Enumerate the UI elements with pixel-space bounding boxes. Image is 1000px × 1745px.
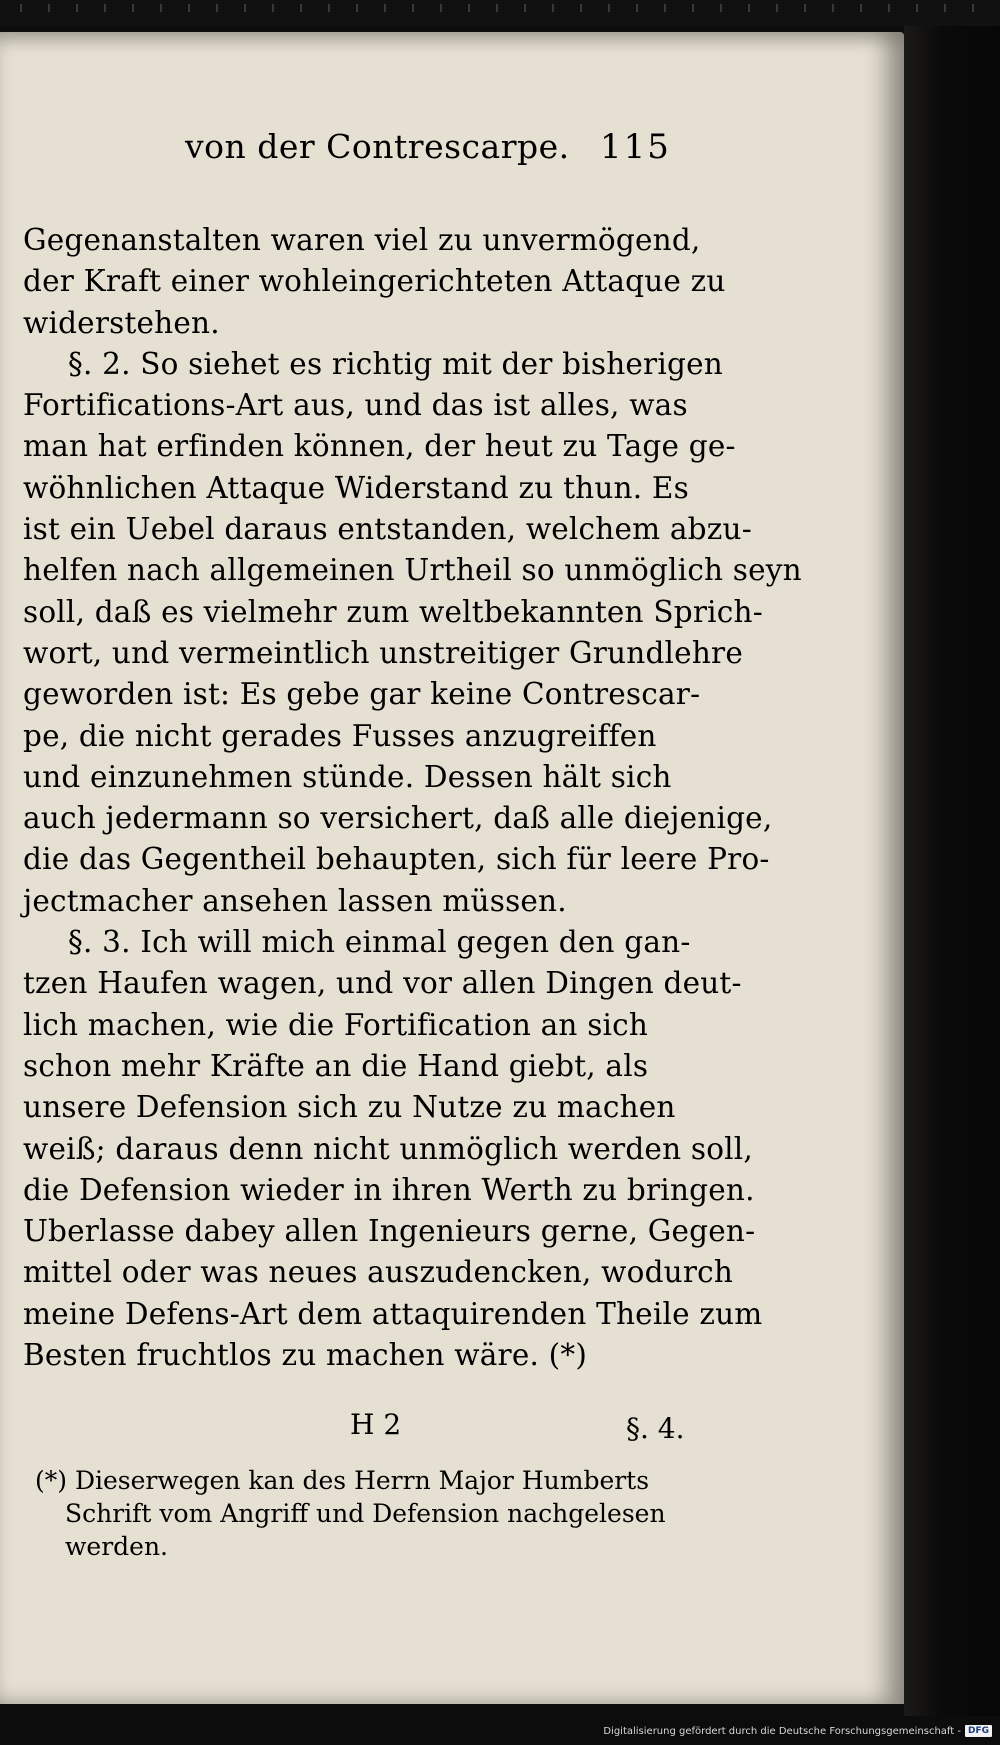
footnote-line: (*) Dieserwegen kan des Herrn Major Humberts (35, 1466, 650, 1495)
ruler-tick (524, 4, 526, 12)
ruler-tick (104, 4, 106, 12)
catchword: §. 4. (626, 1412, 685, 1445)
text-line: auch jedermann so versichert, daß alle diejenige, (23, 801, 773, 836)
ruler-tick (664, 4, 666, 12)
ruler-tick (608, 4, 610, 12)
ruler-tick (944, 4, 946, 12)
text-line: geworden ist: Es gebe gar keine Contrescar- (23, 677, 701, 712)
ruler-tick (20, 4, 22, 12)
scan-ruler (0, 0, 1000, 26)
ruler-tick (76, 4, 78, 12)
text-line: weiß; daraus denn nicht unmöglich werden soll, (23, 1131, 754, 1166)
text-line: lich machen, wie die Fortification an sich (23, 1007, 649, 1042)
ruler-tick (860, 4, 862, 12)
ruler-tick (720, 4, 722, 12)
ruler-tick (216, 4, 218, 12)
text-line: helfen nach allgemeinen Urtheil so unmöglich seyn (23, 553, 802, 588)
footnote-line: werden. (65, 1532, 168, 1561)
body-text (23, 220, 802, 1376)
text-line: Gegenanstalten waren viel zu unvermögend, (23, 223, 701, 257)
ruler-tick (328, 4, 330, 12)
text-line: soll, daß es vielmehr zum weltbekannten Sprich- (23, 594, 763, 629)
ruler-tick (916, 4, 918, 12)
ruler-tick (440, 4, 442, 12)
page-number: 115 (600, 127, 671, 167)
ruler-tick (244, 4, 246, 12)
book-page (0, 32, 904, 1704)
ruler-tick (636, 4, 638, 12)
text-line: pe, die nicht gerades Fusses anzugreiffen (23, 718, 657, 753)
text-line: ist ein Uebel daraus entstanden, welchem abzu- (23, 512, 752, 547)
scan-background (904, 26, 1000, 1716)
signature-mark: H 2 (350, 1408, 402, 1441)
text-line: Uberlasse dabey allen Ingenieurs gerne, Gegen- (23, 1214, 756, 1249)
ruler-tick (300, 4, 302, 12)
digitization-credit (603, 1725, 992, 1737)
ruler-tick (748, 4, 750, 12)
ruler-tick (356, 4, 358, 12)
ruler-tick (384, 4, 386, 12)
text-line: wöhnlichen Attaque Widerstand zu thun. Es (23, 470, 689, 505)
credit-text: Digitalisierung gefördert durch die Deutsche Forschungsgemeinschaft - (603, 1725, 961, 1737)
text-line: die das Gegentheil behaupten, sich für leere Pro- (23, 842, 770, 877)
ruler-tick (496, 4, 498, 12)
ruler-tick (48, 4, 50, 12)
text-line: widerstehen. (23, 305, 220, 340)
page-header (185, 127, 725, 187)
text-line: jectmacher ansehen lassen müssen. (23, 883, 567, 918)
text-line: schon mehr Kräfte an die Hand giebt, als (23, 1048, 649, 1083)
text-line: mittel oder was neues auszudencken, wodurch (23, 1255, 734, 1290)
text-line: tzen Haufen wagen, und vor allen Dingen deut- (23, 966, 742, 1001)
ruler-tick (580, 4, 582, 12)
ruler-tick (188, 4, 190, 12)
text-line: und einzunehmen stünde. Dessen hält sich (23, 759, 672, 794)
text-line: unsere Defension sich zu Nutze zu machen (23, 1090, 676, 1125)
ruler-tick (552, 4, 554, 12)
text-line: die Defension wieder in ihren Werth zu bringen. (23, 1172, 755, 1207)
dfg-logo: DFG (965, 1725, 992, 1737)
ruler-tick (132, 4, 134, 12)
signature-row (310, 1408, 710, 1452)
ruler-tick (804, 4, 806, 12)
ruler-tick (832, 4, 834, 12)
text-line: der Kraft einer wohleingerichteten Attaque zu (23, 264, 726, 299)
text-line: Besten fruchtlos zu machen wäre. (*) (23, 1338, 588, 1373)
footnote (35, 1464, 685, 1563)
footnote-line: Schrift vom Angriff und Defension nachgelesen (65, 1499, 666, 1528)
ruler-tick (272, 4, 274, 12)
text-line: meine Defens-Art dem attaquirenden Theile zum (23, 1296, 763, 1331)
text-line: §. 2. So siehet es richtig mit der bisherigen (68, 346, 723, 381)
text-line: wort, und vermeintlich unstreitiger Grundlehre (23, 635, 743, 670)
ruler-tick (468, 4, 470, 12)
ruler-tick (160, 4, 162, 12)
ruler-tick (776, 4, 778, 12)
ruler-tick (412, 4, 414, 12)
running-head: von der Contrescarpe. (185, 127, 570, 166)
text-line: §. 3. Ich will mich einmal gegen den gan- (68, 925, 691, 960)
text-line: man hat erfinden können, der heut zu Tage ge- (23, 429, 736, 464)
ruler-tick (692, 4, 694, 12)
ruler-tick (888, 4, 890, 12)
ruler-tick (972, 4, 974, 12)
text-line: Fortifications-Art aus, und das ist alles, was (23, 388, 688, 423)
